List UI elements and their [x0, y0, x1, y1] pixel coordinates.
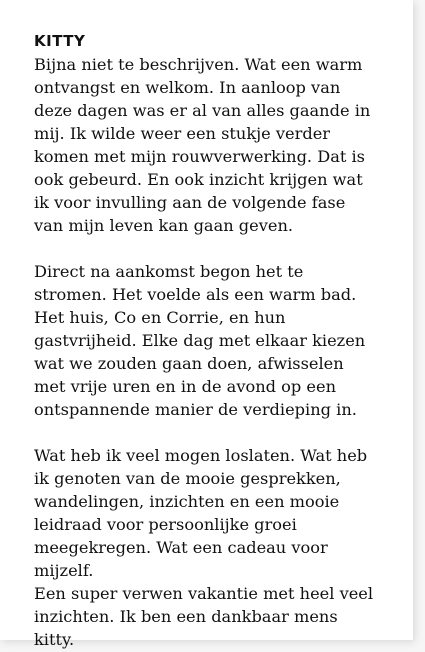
text-line: inzichten. Ik ben een dankbaar mens — [34, 607, 338, 626]
text-line: Direct na aankomst begon het te — [34, 262, 304, 281]
text-line: meegekregen. Wat een cadeau voor — [34, 538, 328, 557]
text-line: kitty. — [34, 630, 75, 649]
text-line: wat we zouden gaan doen, afwisselen — [34, 354, 344, 373]
paragraph-spacer — [34, 421, 406, 444]
text-line: mijzelf. — [34, 561, 94, 580]
text-line: wandelingen, inzichten en een mooie — [34, 492, 340, 511]
text-line: deze dagen was er al van alles gaande in — [34, 101, 371, 120]
paragraph-3 — [34, 444, 406, 651]
document-title: KITTY — [34, 32, 86, 50]
text-line: ontspannende manier de verdieping in. — [34, 400, 357, 419]
text-line: Een super verwen vakantie met heel veel — [34, 584, 374, 603]
text-line: komen met mijn rouwverwerking. Dat is — [34, 147, 365, 166]
text-line: stromen. Het voelde als een warm bad. — [34, 285, 357, 304]
text-line: Bijna niet te beschrijven. Wat een warm — [34, 55, 363, 74]
paragraph-spacer — [34, 237, 406, 260]
text-line: met vrije uren en in de avond op een — [34, 377, 336, 396]
text-line: Het huis, Co en Corrie, en hun — [34, 308, 286, 327]
document-body — [34, 30, 406, 651]
text-line: ik voor invulling aan de volgende fase — [34, 193, 346, 212]
text-line: ook gebeurd. En ook inzicht krijgen wat — [34, 170, 363, 189]
text-line: gastvrijheid. Elke dag met elkaar kiezen — [34, 331, 366, 350]
paragraph-2 — [34, 260, 406, 421]
text-line: mij. Ik wilde weer een stukje verder — [34, 124, 331, 143]
paragraph-1 — [34, 53, 406, 237]
text-line: Wat heb ik veel mogen loslaten. Wat heb — [34, 446, 368, 465]
text-line: ontvangst en welkom. In aanloop van — [34, 78, 341, 97]
text-line: van mijn leven kan gaan geven. — [34, 216, 294, 235]
text-line: ik genoten van de mooie gesprekken, — [34, 469, 341, 488]
text-line: leidraad voor persoonlijke groei — [34, 515, 297, 534]
